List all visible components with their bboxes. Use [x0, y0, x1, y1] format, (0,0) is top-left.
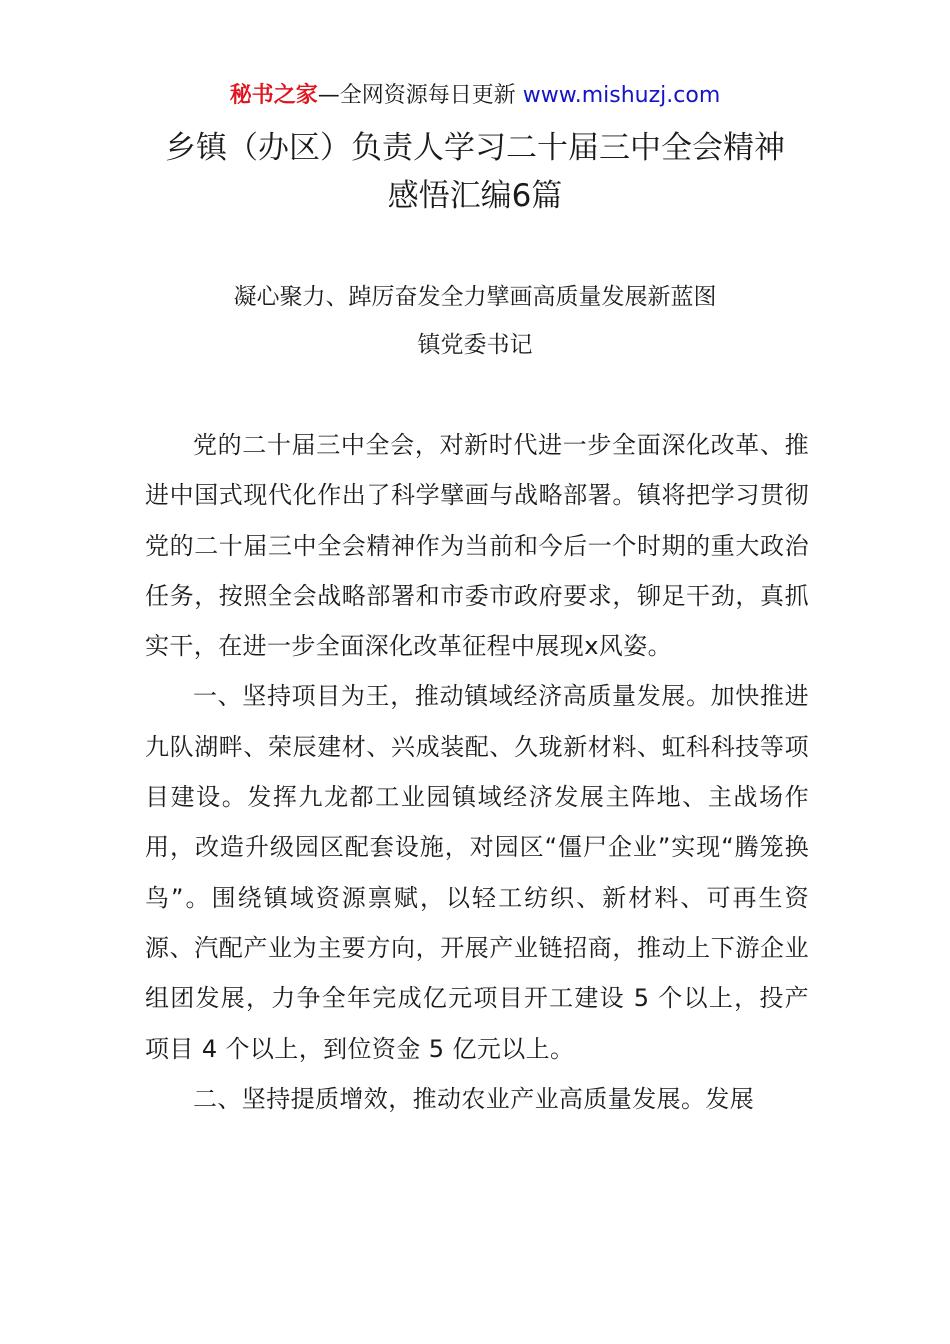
- title-line-2: 感悟汇编6篇: [387, 178, 563, 214]
- body-text: [145, 420, 809, 1124]
- paragraph-1: 党的二十届三中全会，对新时代进一步全面深化改革、推进中国式现代化作出了科学擘画与战略部署。镇将把学习贯彻党的二十届三中全会精神作为当前和今后一个时期的重大政治任务，按照全会战略部署和市委市政府要求，铆足干劲，真抓实干，在进一步全面深化改革征程中展现x风姿。: [145, 431, 809, 661]
- site-url-link[interactable]: www.mishuzj.com: [522, 83, 721, 108]
- brand-name: 秘书之家: [229, 83, 318, 108]
- document-title: [0, 124, 950, 220]
- site-header: [0, 80, 950, 112]
- section-heading: 凝心聚力、踔厉奋发全力擘画高质量发展新蓝图: [233, 284, 717, 310]
- header-tagline: —全网资源每日更新: [317, 83, 523, 108]
- section-author: 镇党委书记: [417, 332, 533, 358]
- paragraph-3: 二、坚持提质增效，推动农业产业高质量发展。发展: [193, 1084, 755, 1113]
- title-line-1: 乡镇（办区）负责人学习二十届三中全会精神: [165, 130, 785, 166]
- paragraph-2: 一、坚持项目为王，推动镇域经济高质量发展。加快推进九队湖畔、荣辰建材、兴成装配、久珑新材料、虹科科技等项目建设。发挥九龙都工业园镇域经济发展主阵地、主战场作用，改造升级园区配套设施，对园区“僵尸企业”实现“腾笼换鸟”。围绕镇域资源禀赋，以轻工纺织、新材料、可再生资源、汽配产业为主要方向，开展产业链招商，推动上下游企业组团发展，力争全年完成亿元项目开工建设 5 个以上，投产项目 4 个以上，到位资金 5 亿元以上。: [145, 682, 809, 1063]
